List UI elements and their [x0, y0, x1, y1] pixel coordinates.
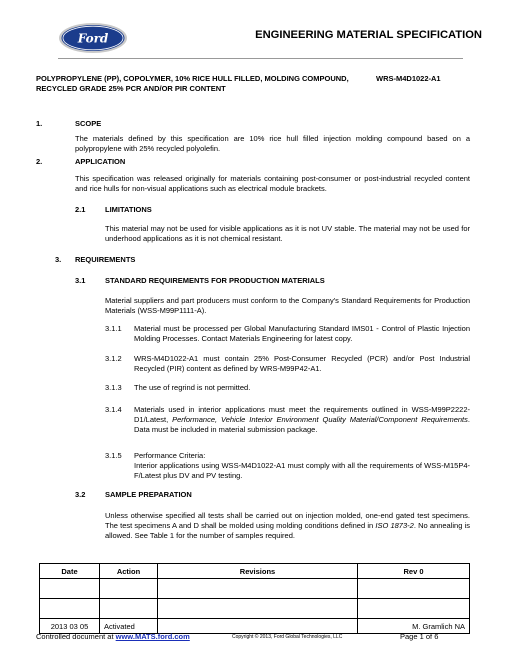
section-2-1-number: 2.1 — [75, 205, 86, 214]
item-3-1-4-number: 3.1.4 — [105, 405, 122, 414]
section-3-2-text: Unless otherwise specified all tests shall be carried out on injection molded, one-end gated test specimens. The test specimens A and D shall be molded using molding conditions defined in ISO 1873-2. No annealing is allowed. See Table 1 for the number of samples required. — [105, 511, 471, 540]
spec-number: WRS-M4D1022-A1 — [376, 74, 441, 83]
row-action: Activated — [100, 619, 158, 634]
section-3-1-text: Material suppliers and part producers must conform to the Company's Standard Requirements for Production Materials (WSS-M99P1111-A). — [105, 296, 470, 315]
col-action-header: Action — [100, 564, 158, 579]
document-title: ENGINEERING MATERIAL SPECIFICATION — [255, 29, 482, 41]
item-3-1-2-number: 3.1.2 — [105, 354, 122, 363]
section-1-number: 1. — [36, 119, 43, 128]
section-2-1-text: This material may not be used for visible applications as it is not UV stable. The material may not be used for underhood applications as it is not chemical resistant. — [105, 224, 470, 243]
material-title: POLYPROPYLENE (PP), COPOLYMER, 10% RICE HULL FILLED, MOLDING COMPOUND, RECYCLED GRADE 25% PCR AND/OR PIR CONTENT — [36, 74, 349, 93]
item-3-1-1-text: Material must be processed per Global Manufacturing Standard IMS01 - Control of Plastic Injection Molding Processes. Contact Materials Engineering for latest copy. — [134, 324, 470, 343]
footer-controlled-note: Controlled document at www.MATS.ford.com — [36, 632, 190, 641]
section-3-title: REQUIREMENTS — [75, 255, 136, 264]
col-revisions-header: Revisions — [158, 564, 358, 579]
item-3-1-3-text: The use of regrind is not permitted. — [134, 383, 251, 392]
item-3-1-4-text: Materials used in interior applications must meet the requirements outlined in WSS-M99P2222-D1/Latest, Performance, Vehicle Interior Environment Quality Material/Component Requirements. Data must be included in material submission package. — [134, 405, 470, 434]
item-3-1-5-number: 3.1.5 — [105, 451, 122, 460]
item-3-1-2-text: WRS-M4D1022-A1 must contain 25% Post-Consumer Recycled (PCR) and/or Post Industrial Recycled (PIR) content as defined by WRS-M99P42-A1. — [134, 354, 470, 373]
table-row — [40, 579, 470, 599]
item-3-1-5-title: Performance Criteria: — [134, 451, 206, 460]
section-1-text: The materials defined by this specification are 10% rice hull filled injection molding compound based on a polypropylene with 25% recycled polyolefin. — [75, 134, 470, 153]
section-2-title: APPLICATION — [75, 157, 126, 166]
revision-header-row — [40, 564, 470, 579]
section-3-number: 3. — [55, 255, 62, 264]
page-number: Page 1 of 6 — [400, 632, 439, 641]
section-3-2-number: 3.2 — [75, 490, 86, 499]
col-date-header: Date — [40, 564, 100, 579]
col-rev-header: Rev 0 — [358, 564, 470, 579]
ford-logo — [58, 22, 128, 54]
table-row — [40, 599, 470, 619]
section-3-1-title: STANDARD REQUIREMENTS FOR PRODUCTION MATERIALS — [105, 276, 325, 285]
section-2-text: This specification was released originally for materials containing post-consumer or post-industrial recycled content and rice hulls for non-visual applications such as electrical module brackets. — [75, 174, 470, 193]
item-3-1-3-number: 3.1.3 — [105, 383, 122, 392]
section-3-2-title: SAMPLE PREPARATION — [105, 490, 192, 499]
section-2-1-title: LIMITATIONS — [105, 205, 152, 214]
item-3-1-1-number: 3.1.1 — [105, 324, 122, 333]
section-2-number: 2. — [36, 157, 43, 166]
header-divider — [58, 58, 463, 59]
section-1-title: SCOPE — [75, 119, 102, 128]
row-rev: M. Gramlich NA — [358, 619, 470, 634]
footer-copyright: Copyright © 2013, Ford Global Technologies, LLC — [232, 634, 343, 640]
revision-table — [39, 563, 470, 634]
row-date: 2013 03 05 — [40, 619, 100, 634]
logo-text: Ford — [77, 31, 109, 46]
mats-link[interactable]: www.MATS.ford.com — [115, 632, 190, 641]
section-3-1-number: 3.1 — [75, 276, 86, 285]
item-3-1-5-text: Interior applications using WSS-M4D1022-A1 must comply with all the requirements of WSS-M15P4-F/Latest plus DV and PV testing. — [134, 461, 470, 480]
